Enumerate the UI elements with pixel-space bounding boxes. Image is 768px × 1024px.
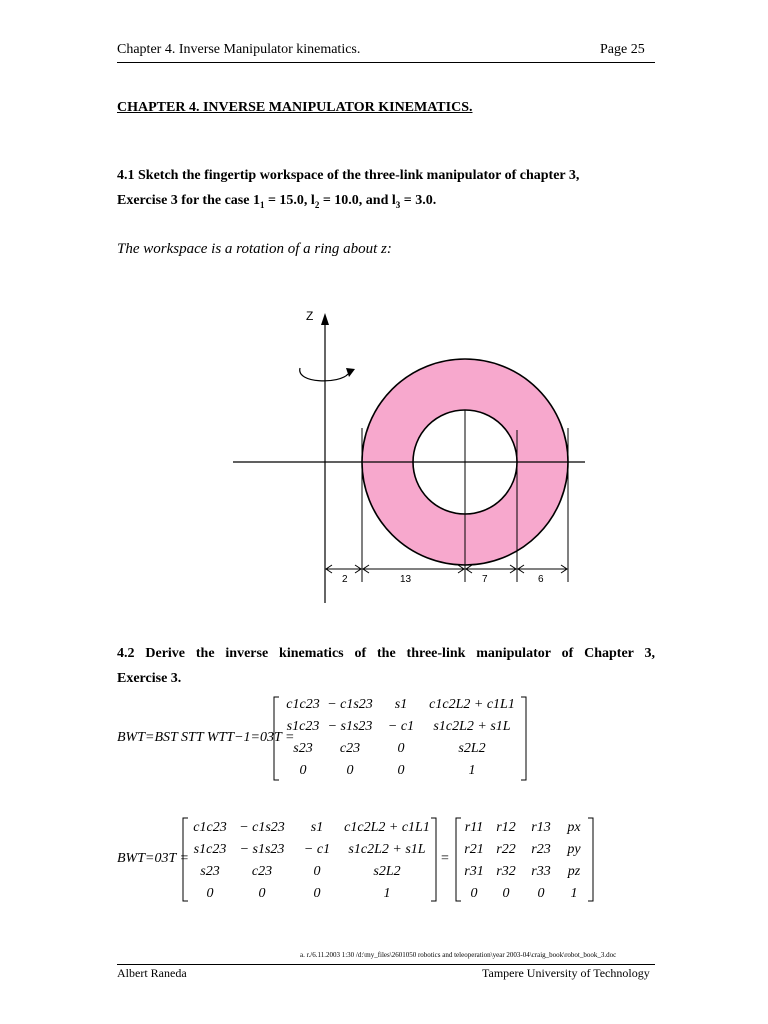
dim-label-1: 2 (342, 574, 348, 585)
eq2-rhs-cell-r4c1: 0 (470, 886, 478, 901)
dim-label-2: 13 (400, 574, 412, 585)
eq1-cell-r4c4: 1 (468, 763, 476, 778)
eq2-equals: = (441, 851, 449, 866)
exercise-4-1-line2: Exercise 3 for the case $1_1 = 15.0$, $l_2 = 10.0$, and $l_3 = 3.0$. (117, 193, 437, 210)
eq2-rhs-cell-r3c3: r33 (531, 864, 551, 879)
footer-author: Albert Raneda (117, 966, 187, 980)
eq2-rhs-cell-r1c1: r11 (464, 820, 484, 835)
eq2-rhs-cell-r1c2: r12 (496, 820, 516, 835)
eq2-rhs-cell-r2c3: r23 (531, 842, 551, 857)
eq2-rhs-cell-r1c3: r13 (531, 820, 551, 835)
eq2-lhs: BWT=03T = (117, 851, 189, 866)
eq2-cell-r3c1: s23 (200, 864, 220, 879)
eq1-cell-r1c3: s1 (394, 697, 408, 712)
eq1-cell-r3c2: c23 (339, 741, 361, 756)
eq2-rhs-cell-r2c1: r21 (464, 842, 484, 857)
page-number: Page 25 (600, 42, 645, 57)
eq2-rhs-cell-r4c3: 0 (537, 886, 545, 901)
eq1-lhs: BWT=BST STT WTT−1=03T = (117, 730, 295, 745)
eq2-cell-r3c3: 0 (313, 864, 321, 879)
eq2-cell-r2c4: s1c2L2 + s1L (348, 842, 426, 857)
eq1-cell-r2c1: s1c23 (286, 719, 320, 734)
eq2-cell-r3c2: c23 (251, 864, 273, 879)
eq1-cell-r4c1: 0 (299, 763, 307, 778)
eq1-cell-r2c3: − c1 (387, 719, 415, 734)
eq2-cell-r1c3: s1 (310, 820, 324, 835)
running-header-title: Chapter 4. Inverse Manipulator kinematics. (117, 42, 361, 57)
chapter-title: CHAPTER 4. INVERSE MANIPULATOR KINEMATICS. (117, 100, 473, 115)
footer-rule (117, 964, 655, 965)
eq2-rhs-cell-r1c4: px (567, 820, 581, 835)
dim-label-4: 6 (538, 574, 544, 585)
z-axis-label: Z (306, 309, 314, 323)
exercise-4-1-line1: 4.1 Sketch the fingertip workspace of the three-link manipulator of chapter 3, (117, 168, 580, 183)
eq2-rhs-cell-r4c4: 1 (570, 886, 578, 901)
exercise-4-2-line1: 4.2 Derive the inverse kinematics of the three-link manipulator of Chapter 3, (117, 646, 655, 661)
footer-institution: Tampere University of Technology (482, 966, 650, 980)
eq1-cell-r4c3: 0 (397, 763, 405, 778)
eq1-cell-r1c2: − c1s23 (327, 697, 373, 712)
eq2-rhs-cell-r2c2: r22 (496, 842, 516, 857)
eq2-cell-r4c1: 0 (206, 886, 214, 901)
eq1-cell-r1c4: c1c2L2 + c1L1 (429, 697, 515, 712)
eq2-rhs-cell-r3c2: r32 (496, 864, 516, 879)
eq1-cell-r4c2: 0 (346, 763, 354, 778)
eq1-cell-r3c3: 0 (397, 741, 405, 756)
eq2-cell-r2c1: s1c23 (193, 842, 227, 857)
eq1-cell-r1c1: c1c23 (286, 697, 320, 712)
workspace-note: The workspace is a rotation of a ring about z: (117, 241, 392, 257)
exercise-4-2-line2: Exercise 3. (117, 671, 182, 686)
eq2-rhs-cell-r3c4: pz (567, 864, 581, 879)
eq2-cell-r4c4: 1 (383, 886, 391, 901)
eq2-rhs-cell-r2c4: py (567, 842, 581, 857)
eq2-cell-r4c2: 0 (258, 886, 266, 901)
eq1-cell-r3c4: s2L2 (458, 741, 486, 756)
eq2-cell-r2c2: − s1s23 (239, 842, 285, 857)
eq2-cell-r2c3: − c1 (303, 842, 331, 857)
dim-label-3: 7 (482, 574, 488, 585)
eq2-cell-r1c1: c1c23 (193, 820, 227, 835)
eq1-cell-r2c2: − s1s23 (327, 719, 373, 734)
eq1-cell-r3c1: s23 (293, 741, 313, 756)
eq2-rhs-cell-r3c1: r31 (464, 864, 484, 879)
file-path: a. r./6.11.2003 1:30 /d:\my_files\2601050 robotics and teleoperation\year 2003-04\craig_book\robot_book_3.doc (300, 951, 617, 959)
eq2-rhs-cell-r4c2: 0 (502, 886, 510, 901)
eq2-cell-r4c3: 0 (313, 886, 321, 901)
eq2-cell-r1c4: c1c2L2 + c1L1 (344, 820, 430, 835)
eq2-cell-r3c4: s2L2 (373, 864, 401, 879)
eq2-cell-r1c2: − c1s23 (239, 820, 285, 835)
eq1-cell-r2c4: s1c2L2 + s1L (433, 719, 511, 734)
